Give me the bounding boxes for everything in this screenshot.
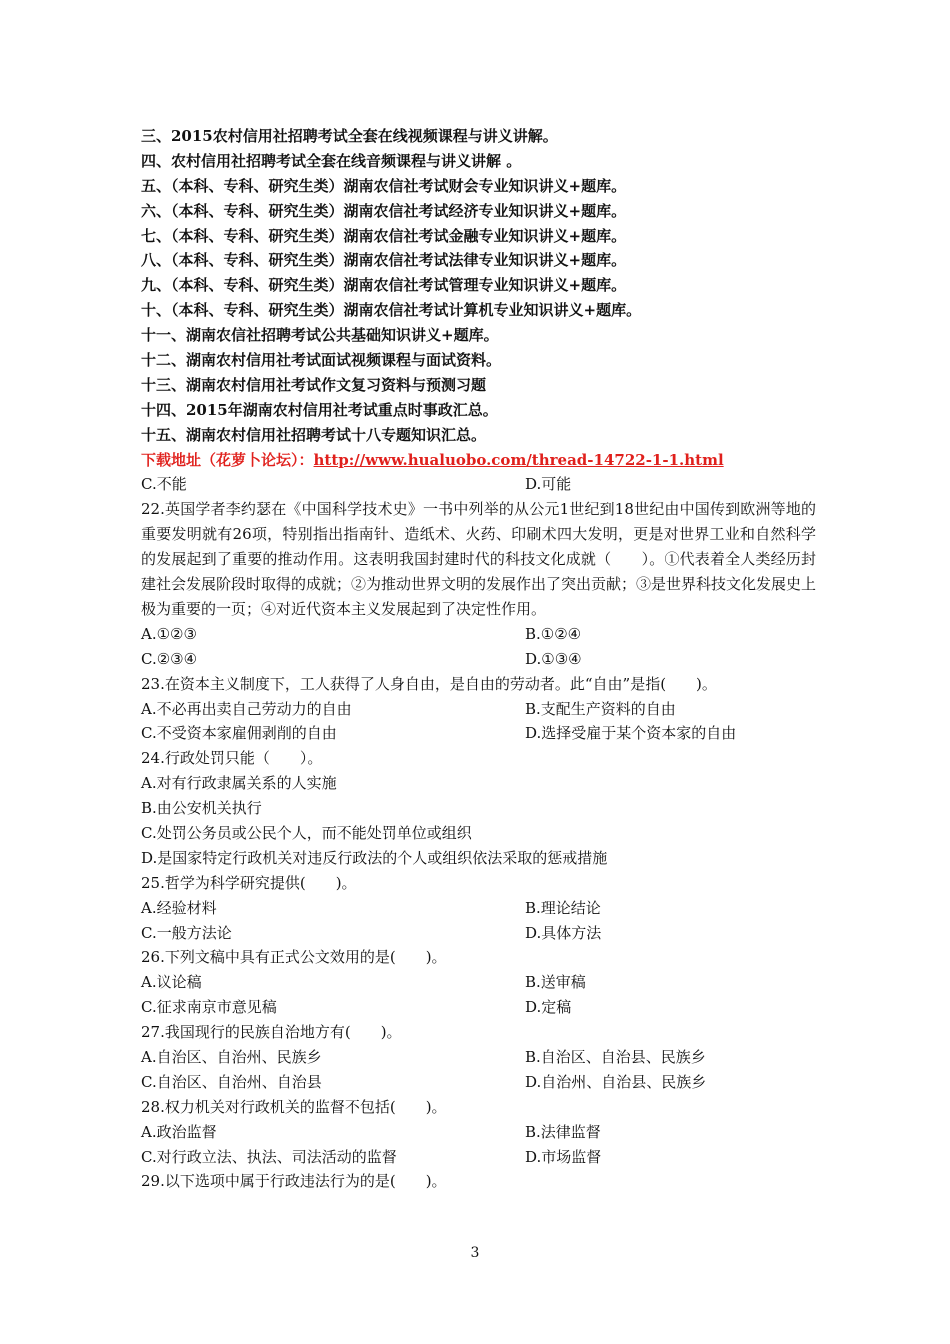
question-stem: 27.我国现行的民族自治地方有( )。 — [141, 1023, 402, 1042]
option-b: B.由公安机关执行 — [141, 799, 262, 818]
option-row — [141, 1145, 816, 1170]
option-row — [141, 995, 816, 1020]
question-stem: 29.以下选项中属于行政违法行为的是( )。 — [141, 1172, 447, 1191]
option-row — [141, 1120, 816, 1145]
option-d: D.市场监督 — [525, 1147, 602, 1166]
option-a: A.不必再出卖自己劳动力的自由 — [141, 699, 352, 718]
option-d: D.具体方法 — [525, 923, 602, 942]
ad-list — [141, 124, 816, 448]
download-line — [141, 448, 816, 473]
ad-item: 六、（本科、专科、研究生类）湖南农信社考试经济专业知识讲义+题库。 — [141, 201, 627, 220]
option-c: C.处罚公务员或公民个人，而不能处罚单位或组织 — [141, 824, 472, 843]
option-c: C.②③④ — [141, 649, 198, 668]
ad-item: 五、（本科、专科、研究生类）湖南农信社考试财会专业知识讲义+题库。 — [141, 176, 627, 195]
option-d: D.定稿 — [525, 998, 572, 1017]
option-row — [141, 647, 816, 672]
page-number: 3 — [470, 1245, 480, 1261]
question-stem: 24.行政处罚只能（ ）。 — [141, 749, 323, 768]
question-stem: 25.哲学为科学研究提供( )。 — [141, 873, 357, 892]
ad-item: 九、（本科、专科、研究生类）湖南农信社考试管理专业知识讲义+题库。 — [141, 276, 627, 295]
option-row — [141, 472, 816, 497]
option-d: D.①③④ — [525, 649, 582, 668]
option-d: D.可能 — [525, 475, 572, 494]
option-a: A.经验材料 — [141, 898, 217, 917]
ad-item: 七、（本科、专科、研究生类）湖南农信社考试金融专业知识讲义+题库。 — [141, 226, 627, 245]
option-row — [141, 721, 816, 746]
option-a: A.议论稿 — [141, 973, 202, 992]
ad-item: 三、2015农村信用社招聘考试全套在线视频课程与讲义讲解。 — [141, 127, 558, 145]
option-row — [141, 921, 816, 946]
question-stem: 28.权力机关对行政机关的监督不包括( )。 — [141, 1097, 447, 1116]
download-label: 下载地址（花萝卜论坛）： — [141, 450, 314, 469]
option-b: B.支配生产资料的自由 — [525, 699, 676, 718]
option-b: B.①②④ — [525, 624, 582, 643]
option-c: C.一般方法论 — [141, 923, 232, 942]
option-row — [141, 697, 816, 722]
ad-item: 十、（本科、专科、研究生类）湖南农信社考试计算机专业知识讲义+题库。 — [141, 301, 642, 320]
ad-item: 十二、湖南农村信用社考试面试视频课程与面试资料。 — [141, 351, 502, 370]
option-a: A.对有行政隶属关系的人实施 — [141, 774, 337, 793]
document-page — [141, 124, 816, 1194]
option-c: C.征求南京市意见稿 — [141, 998, 277, 1017]
option-a: A.自治区、自治州、民族乡 — [141, 1048, 322, 1067]
option-c: C.对行政立法、执法、司法活动的监督 — [141, 1147, 397, 1166]
question-stem: 26.下列文稿中具有正式公文效用的是( )。 — [141, 948, 447, 967]
option-d: D.选择受雇于某个资本家的自由 — [525, 724, 737, 743]
option-row — [141, 970, 816, 995]
ad-item: 十五、湖南农村信用社招聘考试十八专题知识汇总。 — [141, 425, 487, 444]
option-b: B.理论结论 — [525, 898, 601, 917]
option-d: D.是国家特定行政机关对违反行政法的个人或组织依法采取的惩戒措施 — [141, 848, 608, 867]
option-d: D.自治州、自治县、民族乡 — [525, 1072, 707, 1091]
option-row — [141, 896, 816, 921]
option-row — [141, 1070, 816, 1095]
ad-item: 十三、湖南农村信用社考试作文复习资料与预测习题 — [141, 375, 487, 394]
ad-item: 四、农村信用社招聘考试全套在线音频课程与讲义讲解 。 — [141, 151, 522, 170]
ad-item: 十四、2015年湖南农村信用社考试重点时事政汇总。 — [141, 400, 498, 419]
option-b: B.送审稿 — [525, 973, 586, 992]
option-row — [141, 1045, 816, 1070]
option-b: B.自治区、自治县、民族乡 — [525, 1048, 706, 1067]
option-c: C.不受资本家雇佣剥削的自由 — [141, 724, 337, 743]
option-a: A.①②③ — [141, 624, 197, 643]
option-c: C.不能 — [141, 475, 187, 494]
option-c: C.自治区、自治州、自治县 — [141, 1072, 322, 1091]
ad-item: 八、（本科、专科、研究生类）湖南农信社考试法律专业知识讲义+题库。 — [141, 251, 627, 270]
ad-item: 十一、湖南农信社招聘考试公共基础知识讲义+题库。 — [141, 326, 499, 345]
download-link[interactable]: http://www.hualuobo.com/thread-14722-1-1.html — [313, 450, 724, 469]
option-row — [141, 622, 816, 647]
option-b: B.法律监督 — [525, 1122, 601, 1141]
question-stem: 23.在资本主义制度下，工人获得了人身自由，是自由的劳动者。此“自由”是指( )。 — [141, 674, 717, 693]
question-stem: 22.英国学者李约瑟在《中国科学技术史》一书中列举的从公元1世纪到18世纪由中国传到欧洲等地的重要发明就有26项，特别指出指南针、造纸术、火药、印刷术四大发明，更是对世界工业和自然科学的发展起到了重要的推动作用。这表明我国封建时代的科技文化成就（ ）。①代表着全人类经历封建社会发展阶段时取得的成就；②为推动世界文明的发展作出了突出贡献；③是世界科技文化发展史上极为重要的一页；④对近代资本主义发展起到了决定性作用。 — [141, 500, 817, 618]
option-a: A.政治监督 — [141, 1122, 217, 1141]
